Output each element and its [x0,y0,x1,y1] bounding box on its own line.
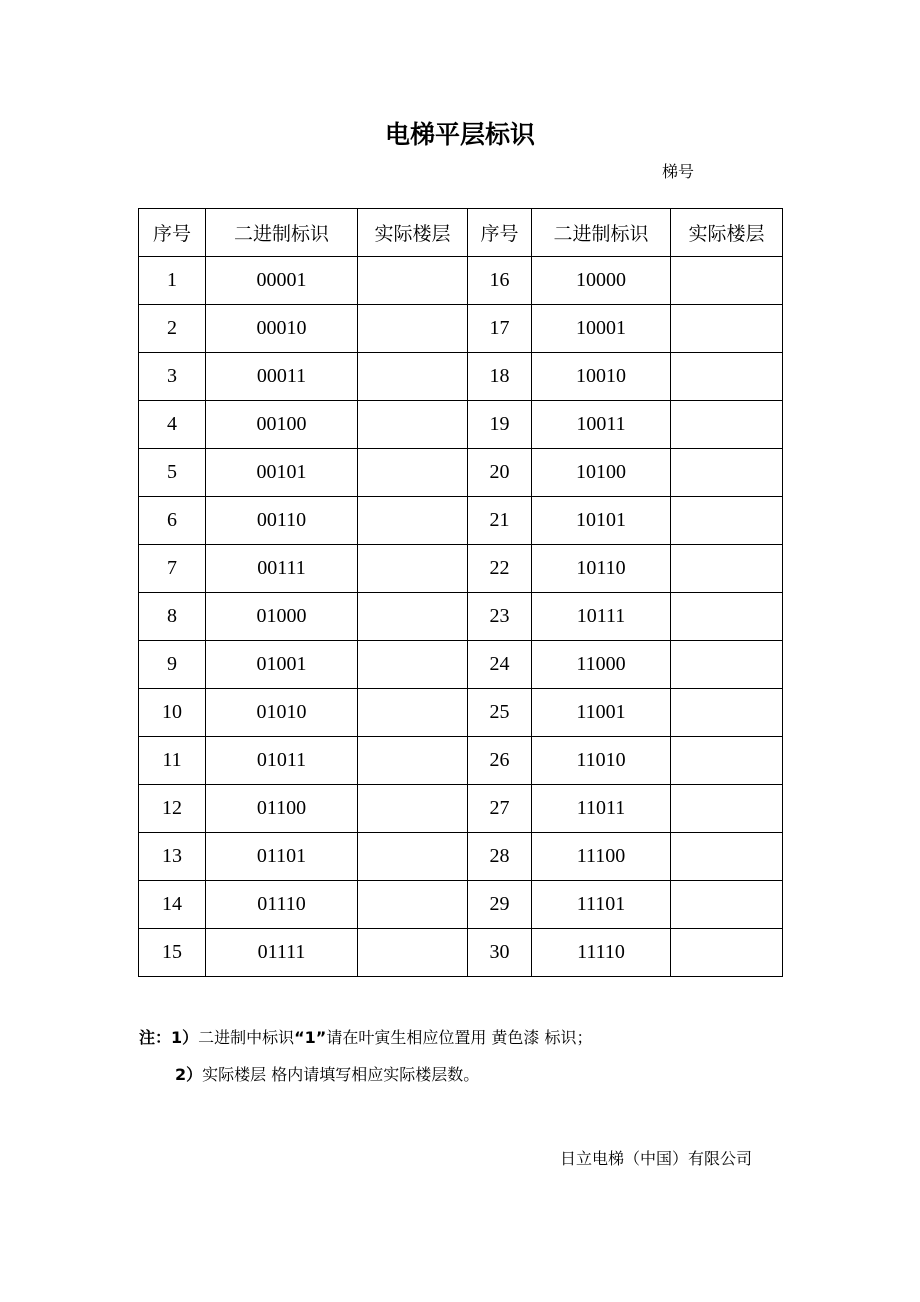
cell-serial: 8 [139,593,206,641]
cell-binary-code: 01010 [206,689,358,737]
cell-serial: 14 [139,881,206,929]
cell-binary-code: 11011 [532,785,671,833]
cell-binary-code: 00010 [206,305,358,353]
cell-actual-floor[interactable] [358,545,468,593]
cell-serial: 23 [468,593,532,641]
cell-binary-code: 00100 [206,401,358,449]
cell-actual-floor[interactable] [358,593,468,641]
cell-actual-floor[interactable] [671,353,783,401]
note-1-prefix: 注：1） [139,1028,199,1047]
table-row [139,545,783,593]
cell-binary-code: 10011 [532,401,671,449]
cell-actual-floor[interactable] [358,353,468,401]
cell-actual-floor[interactable] [671,401,783,449]
floor-identification-table [138,208,783,977]
cell-serial: 19 [468,401,532,449]
cell-actual-floor[interactable] [671,929,783,977]
cell-binary-code: 00111 [206,545,358,593]
table-row [139,881,783,929]
note-1-quoted: “1” [294,1028,327,1047]
cell-binary-code: 10101 [532,497,671,545]
cell-serial: 27 [468,785,532,833]
cell-binary-code: 11101 [532,881,671,929]
cell-actual-floor[interactable] [358,257,468,305]
cell-actual-floor[interactable] [671,689,783,737]
cell-serial: 16 [468,257,532,305]
cell-actual-floor[interactable] [358,737,468,785]
cell-actual-floor[interactable] [671,449,783,497]
cell-binary-code: 00101 [206,449,358,497]
cell-binary-code: 10100 [532,449,671,497]
cell-serial: 29 [468,881,532,929]
cell-binary-code: 01101 [206,833,358,881]
note-line-2 [175,1063,479,1087]
cell-serial: 17 [468,305,532,353]
cell-binary-code: 01011 [206,737,358,785]
cell-binary-code: 00110 [206,497,358,545]
header-binary-left: 二进制标识 [206,209,358,257]
cell-serial: 9 [139,641,206,689]
cell-binary-code: 11010 [532,737,671,785]
cell-actual-floor[interactable] [671,641,783,689]
cell-binary-code: 01000 [206,593,358,641]
cell-serial: 22 [468,545,532,593]
cell-binary-code: 11000 [532,641,671,689]
cell-serial: 11 [139,737,206,785]
cell-actual-floor[interactable] [358,881,468,929]
cell-actual-floor[interactable] [358,689,468,737]
header-floor-right: 实际楼层 [671,209,783,257]
cell-serial: 25 [468,689,532,737]
table-row [139,593,783,641]
table-row [139,785,783,833]
cell-binary-code: 11100 [532,833,671,881]
table-row [139,449,783,497]
table-row [139,737,783,785]
table-row [139,833,783,881]
cell-actual-floor[interactable] [358,929,468,977]
cell-binary-code: 11001 [532,689,671,737]
cell-actual-floor[interactable] [671,497,783,545]
cell-serial: 18 [468,353,532,401]
table-row [139,929,783,977]
note-line-1 [139,1026,593,1050]
cell-serial: 3 [139,353,206,401]
cell-serial: 26 [468,737,532,785]
cell-serial: 24 [468,641,532,689]
cell-actual-floor[interactable] [358,305,468,353]
cell-serial: 5 [139,449,206,497]
cell-actual-floor[interactable] [358,641,468,689]
header-serial-right: 序号 [468,209,532,257]
cell-serial: 13 [139,833,206,881]
table-body [139,257,783,977]
cell-actual-floor[interactable] [671,257,783,305]
cell-serial: 21 [468,497,532,545]
cell-actual-floor[interactable] [671,881,783,929]
cell-binary-code: 00011 [206,353,358,401]
cell-actual-floor[interactable] [671,305,783,353]
table-row [139,401,783,449]
cell-serial: 28 [468,833,532,881]
cell-actual-floor[interactable] [671,545,783,593]
table-row [139,497,783,545]
cell-binary-code: 11110 [532,929,671,977]
header-floor-left: 实际楼层 [358,209,468,257]
cell-binary-code: 10010 [532,353,671,401]
page-title: 电梯平层标识 [384,120,535,149]
cell-serial: 4 [139,401,206,449]
cell-binary-code: 10110 [532,545,671,593]
table-row [139,641,783,689]
cell-actual-floor[interactable] [671,593,783,641]
cell-actual-floor[interactable] [671,833,783,881]
cell-actual-floor[interactable] [671,737,783,785]
note-2-text: 实际楼层 格内请填写相应实际楼层数。 [202,1065,480,1084]
cell-actual-floor[interactable] [358,497,468,545]
cell-serial: 10 [139,689,206,737]
cell-binary-code: 01111 [206,929,358,977]
note-1-text-a: 二进制中标识 [198,1028,295,1047]
cell-actual-floor[interactable] [671,785,783,833]
cell-binary-code: 10000 [532,257,671,305]
cell-binary-code: 01001 [206,641,358,689]
header-binary-right: 二进制标识 [532,209,671,257]
company-name: 日立电梯（中国）有限公司 [560,1149,753,1168]
cell-serial: 20 [468,449,532,497]
cell-binary-code: 01110 [206,881,358,929]
table-row [139,353,783,401]
note-1-text-b: 请在叶寅生相应位置用 黄色漆 标识； [326,1028,593,1047]
cell-actual-floor[interactable] [358,401,468,449]
cell-serial: 1 [139,257,206,305]
cell-actual-floor[interactable] [358,449,468,497]
cell-serial: 6 [139,497,206,545]
cell-binary-code: 10111 [532,593,671,641]
cell-serial: 12 [139,785,206,833]
cell-serial: 30 [468,929,532,977]
table-row [139,257,783,305]
cell-binary-code: 10001 [532,305,671,353]
table-row [139,689,783,737]
cell-serial: 7 [139,545,206,593]
cell-serial: 2 [139,305,206,353]
cell-actual-floor[interactable] [358,785,468,833]
cell-actual-floor[interactable] [358,833,468,881]
table-header-row [139,209,783,257]
elevator-number-label: 梯号 [662,162,695,181]
cell-serial: 15 [139,929,206,977]
header-serial-left: 序号 [139,209,206,257]
note-2-prefix: 2） [175,1065,203,1084]
cell-binary-code: 00001 [206,257,358,305]
table-row [139,305,783,353]
cell-binary-code: 01100 [206,785,358,833]
